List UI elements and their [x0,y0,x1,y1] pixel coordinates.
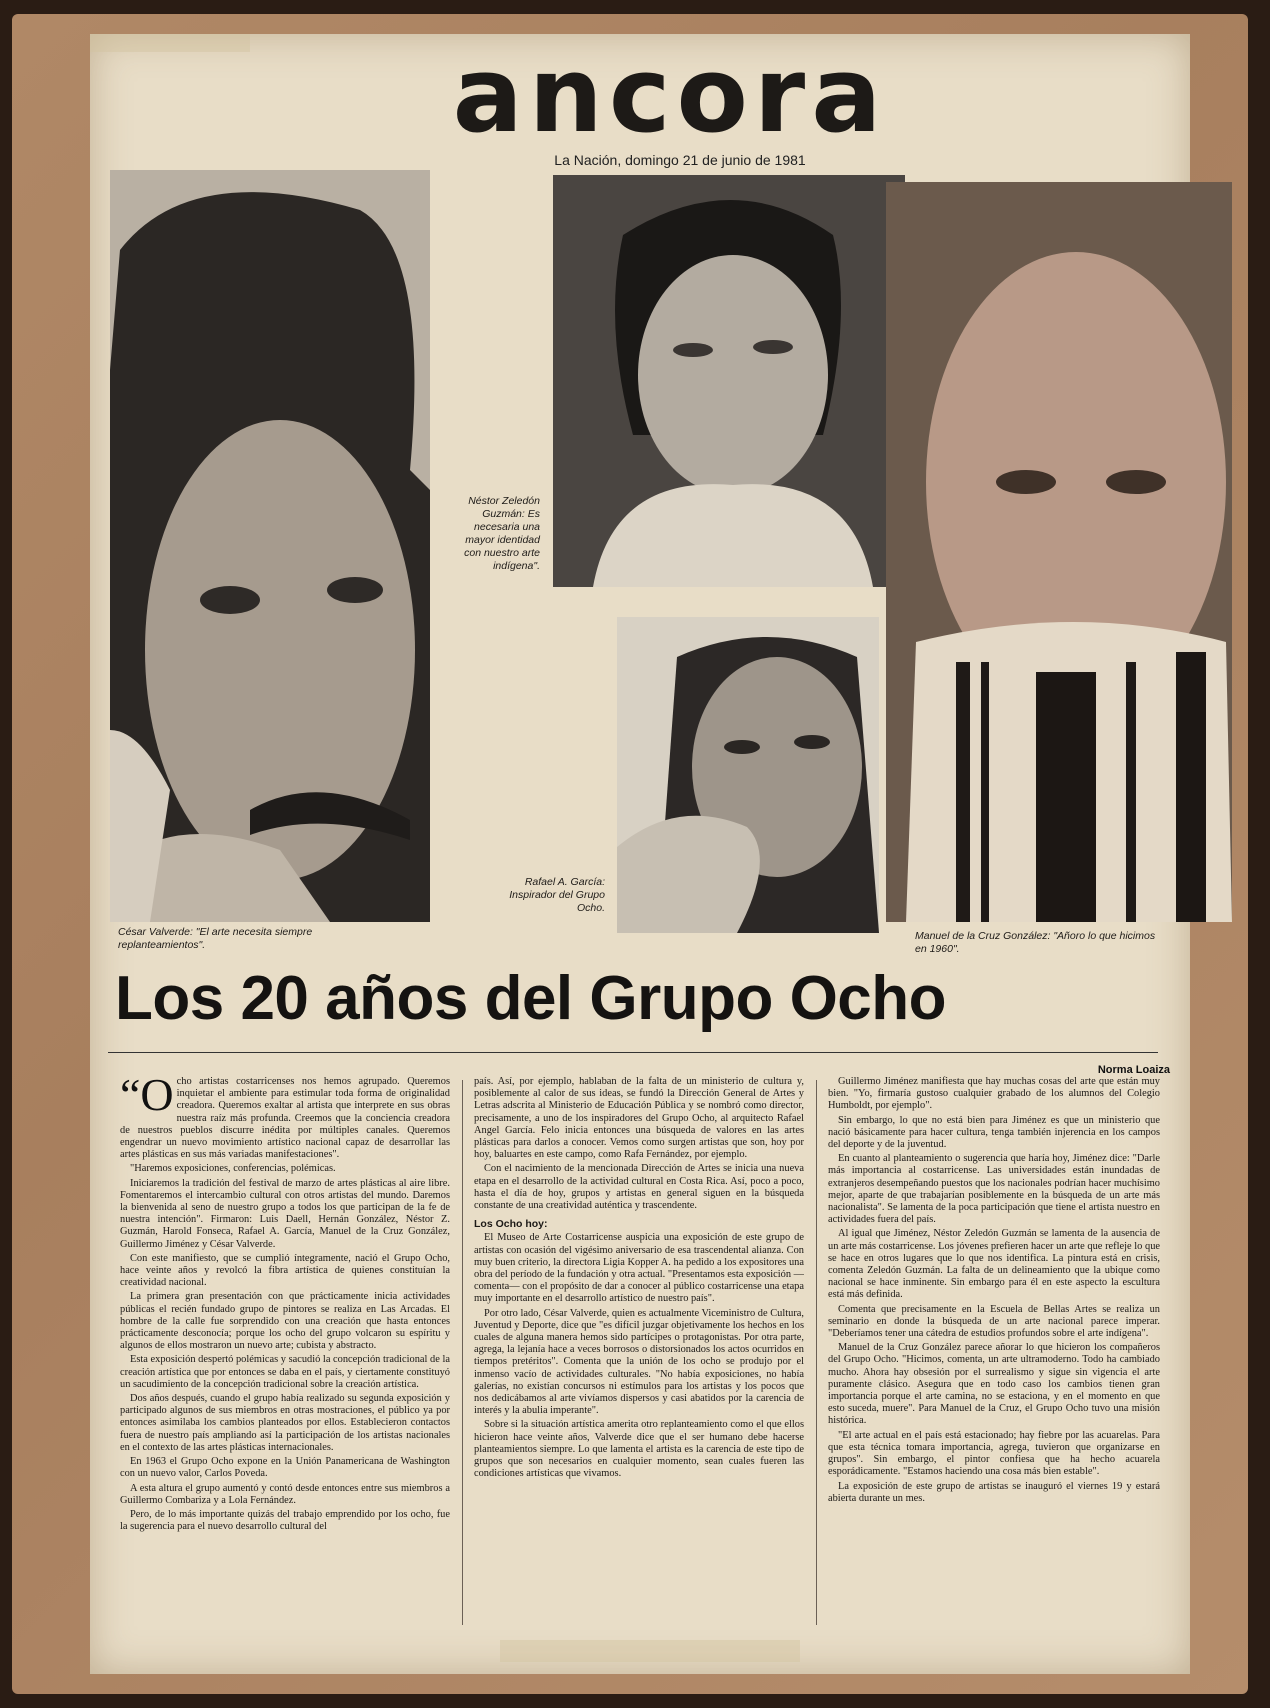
photo-rafael-garcia [617,617,879,933]
article-paragraph: "Haremos exposiciones, conferencias, polémicas. [130,1163,336,1175]
photo-nestor-zeledon [553,175,905,587]
drop-cap: “O [120,1076,174,1120]
byline: Norma Loaiza [1097,1064,1170,1076]
tape-bottom [500,1640,800,1662]
article-paragraph: Dos años después, cuando el grupo había realizado su segunda exposición y participado algunos de sus miembros en otras mostraciones, el público ya por entonces asimilaba los cambios planteados por ellos. Establecieron contactos fuera de nuestro país ampliando así la participación de los artistas nacionales en el contexto de las artes plásticas internacionales. [120,1393,450,1453]
headline: Los 20 años del Grupo Ocho [115,964,947,1033]
article-paragraph: Sin embargo, lo que no está bien para Jiménez es que un ministerio que nació básicamente para hacer cultura, tenga también injerencia en los campos del deporte y de la juventud. [828,1114,1160,1151]
article-paragraph: Esta exposición despertó polémicas y sacudió la concepción tradicional de la creación artística que por entonces se daba en el país, y ciertamente constituyó un sacudimiento de la concepción tradicional sobre la creación artística. [120,1354,450,1390]
tape-top-left [90,34,250,52]
article-paragraph: “Ocho artistas costarricenses nos hemos agrupado. Queremos inquietar el ambiente para estimular toda forma de originalidad creadora. Queremos exaltar al artista que interprete en sus obras nuestra raíz más profunda. Creemos que la conciencia creadora de nuestros pueblos discurre inédita por múltiples canales. Queremos engendrar un nuevo movimiento artístico nacional capaz de desarrollar las artes plásticas en sus más variadas manifestaciones". [120,1076,450,1161]
photo-manuel-de-la-cruz-gonzalez [886,182,1232,922]
article-column-1 [120,1076,450,1631]
masthead-logo: ancora [452,34,888,156]
subhead-los-ocho-hoy: Los Ocho hoy: [474,1218,548,1231]
column-divider [816,1080,817,1625]
caption-manuel-de-la-cruz-gonzalez: Manuel de la Cruz González: "Añoro lo que hicimos en 1960". [915,930,1156,955]
caption-rafael-garcia: Rafael A. García: Inspirador del Grupo Ocho. [509,876,605,914]
article-paragraph: Guillermo Jiménez manifiesta que hay muchas cosas del arte que están muy bien. "Yo, firmaría gustoso cualquier grabado de los alumnos del Colegio Humboldt, por ejemplo". [828,1076,1160,1112]
article-paragraph: Por otro lado, César Valverde, quien es actualmente Viceministro de Cultura, Juventud y Deporte, dice que "es difícil juzgar objetivamente los hechos en los cuales de alguna manera hemos sido partícipes o protagonistas. Por otra parte, agrega, la lejanía hace a veces borrosos o distorsionados los actos ocurridos en tiempos pretéritos". Comenta que la unión de los ocho se produjo por el inmenso vacío de actividades culturales. "No había exposiciones, no había galerías, no existían concursos ni estímulos para los artistas y los pocos que nos dedicábamos al arte vivíamos dispersos y casi abatidos por la carencia de interés y la abulia imperante". [474,1307,804,1417]
article-paragraph: El Museo de Arte Costarricense auspicia una exposición de este grupo de artistas con ocasión del vigésimo aniversario de esa trascendental alianza. Con muy buen criterio, la directora Ligia Kopper A. ha pedido a los expositores una obra del período de la fundación y otra actual. "Presentamos esta exposición —comenta— con el propósito de dar a conocer al público costarricense una etapa muy importante en el desarrollo artístico de nuestro país". [474,1232,804,1305]
article-paragraph: Manuel de la Cruz González parece añorar lo que hicieron los compañeros del Grupo Ocho. "Hicimos, comenta, un arte ultramoderno. Todo ha cambiado mucho. Ahora hay obsesión por el surrealismo y sigue sin vigencia el arte puramente clásico. Asegura que en todo caso los cambios tienen gran importancia porque el arte camina, no se estaciona, y en el momento en que esto suceda, muere". Para Manuel de la Cruz, el Grupo Ocho tuvo una misión histórica. [828,1342,1160,1427]
article-paragraph: Con este manifiesto, que se cumplió íntegramente, nació el Grupo Ocho, hace veinte años y revolcó la fibra artística de quienes constituían la creatividad nacional. [120,1252,450,1289]
headline-rule [108,1052,1158,1053]
article-paragraph: La exposición de este grupo de artistas se inauguró el viernes 19 y estará abierta durante un mes. [828,1480,1160,1504]
article-paragraph: En 1963 el Grupo Ocho expone en la Unión Panamericana de Washington con un nuevo valor, Carlos Poveda. [120,1456,450,1480]
article-paragraph: Al igual que Jiménez, Néstor Zeledón Guzmán se lamenta de la ausencia de un arte más costarricense. Los jóvenes prefieren hacer un arte que refleje lo que se hace en otros lugares que lo que nos identifica. La pintura está en crisis, comenta Zeledón Guzmán. La falta de un delineamiento que la ubique como nacional se hace inminente. Sin embargo para él en este aspecto la escultura está más definida. [828,1228,1160,1301]
column-divider [462,1080,463,1625]
article-paragraph: En cuanto al planteamiento o sugerencia que haría hoy, Jiménez dice: "Darle más importancia al costarricense. Las universidades están inundadas de extranjeros desempeñando puestos que los nacionales podrían hacer muchísimo mejor, aparte de que trabajarían posiblemente en la búsqueda de un arte más nacionalista". Se lamenta de la poca participación que tiene el artista nuestro en actividades fuera del país. [828,1153,1160,1226]
article-paragraph: país. Así, por ejemplo, hablaban de la falta de un ministerio de cultura y, posiblemente al calor de sus ideas, se fundó la Dirección General de Artes y Letras adscrita al Ministerio de Educación Pública y se nombró como director, precisamente, a uno de los inspiradores del Grupo Ocho, al arquitecto Rafael Angel García. Felo inicia entonces una búsqueda de valores en las artes plásticas para darlos a conocer. Vemos como surgen artistas que son, hoy por hoy, baluartes en este campo, como Rafa Fernández, por ejemplo. [474,1076,804,1161]
caption-nestor-zeledon: Néstor Zeledón Guzmán: Es necesaria una mayor identidad con nuestro arte indígena". [464,495,540,572]
article-paragraph: Con el nacimiento de la mencionada Dirección de Artes se inicia una nueva etapa en el desarrollo de la actividad cultural en Costa Rica. Así, poco a poco, hasta el día de hoy, grupos y artistas en general siguen en la búsqueda constante de una creatividad auténtica y trascendente. [474,1163,804,1212]
article-paragraph: A esta altura el grupo aumentó y contó desde entonces entre sus miembros a Guillermo Combariza y a Lola Fernández. [120,1482,450,1506]
article-column-3 [828,1076,1160,1631]
article-paragraph: Pero, de lo más importante quizás del trabajo emprendido por los ocho, fue la sugerencia para el nuevo desarrollo cultural del [120,1508,450,1533]
article-paragraph: "El arte actual en el país está estacionado; hay fiebre por las acuarelas. Para que esta técnica tomara importancia, agrega, tuvieron que organizarse en grupos". Sin embargo, el pintor confiesa que ha hecho acuarela esporádicamente. "Estamos haciendo una cosa más bien estable". [828,1429,1160,1478]
caption-cesar-valverde: César Valverde: "El arte necesita siempre replanteamientos". [118,926,313,951]
photo-cesar-valverde [110,170,430,922]
article-paragraph: La primera gran presentación con que prácticamente inicia actividades públicas el recién fundado grupo de pintores se realiza en Las Arcadas. El hombre de la calle fue sorprendido con una creación que hasta entonces prácticamente desconocía; porque los ocho del grupo volcaron su espíritu y algunos de ellos mostraron un nuevo arte; cubista y abstracto. [120,1291,450,1352]
article-paragraph: Iniciaremos la tradición del festival de marzo de artes plásticas al aire libre. Fomentaremos el intercambio cultural con otros artistas del mundo. Daremos la bienvenida al seno de nuestro grupo a todos los que participan de la fe de nuestra intención". Firmaron: Luis Daell, Hernán González, Néstor Z. Guzmán, Harold Fonseca, Rafael A. García, Manuel de la Cruz González, Guillermo Jiménez y César Valverde. [120,1177,450,1250]
article-paragraph: Comenta que precisamente en la Escuela de Bellas Artes se realiza un seminario en donde la búsqueda de un arte nacional parece imperar. "Deberíamos tener una cátedra de estudios profundos sobre el arte indígena". [828,1303,1160,1340]
article-paragraph: Sobre si la situación artística amerita otro replanteamiento como el que ellos hicieron hace veinte años, Valverde dice que el ser humano debe hacerse planteamientos siempre. Lo que lamenta el artista es la carencia de este tipo de grupos que son necesarios en cualquier momento, sean cuales fueren las condiciones artísticas que vivamos. [474,1419,804,1480]
dateline: La Nación, domingo 21 de junio de 1981 [554,152,806,168]
article-column-2 [474,1076,804,1631]
